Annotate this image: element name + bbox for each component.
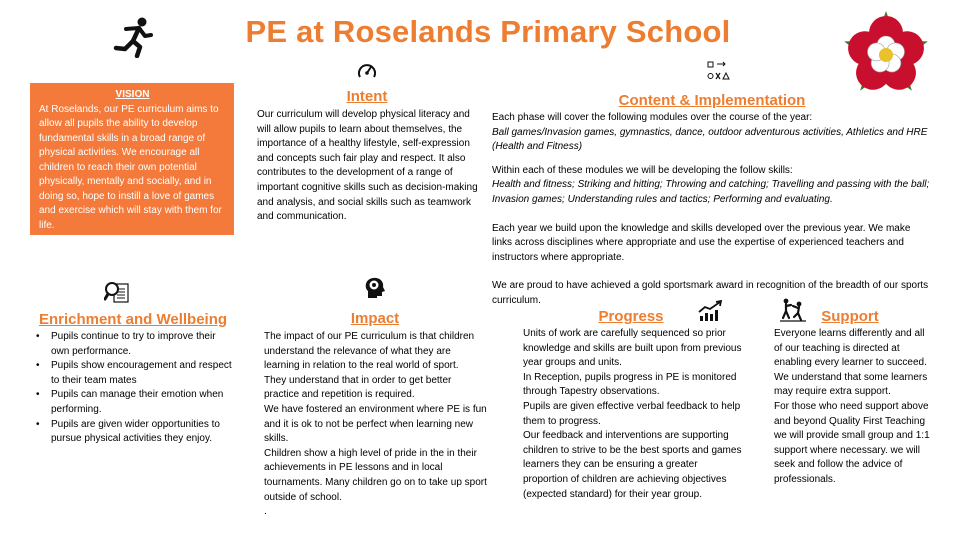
list-item: • Pupils are given wider opportunities to pursue physical activities they enjoy. xyxy=(47,418,235,447)
content-award: We are proud to have achieved a gold sportsmark award in recognition of the breadth of our sports curriculum. xyxy=(492,280,929,306)
impact-p2: They understand that in order to get better practice and repetition is required. xyxy=(264,374,452,401)
enrichment-list xyxy=(35,330,235,447)
intent-text: Our curriculum will develop physical literacy and will allow pupils to learn about themselves, the importance of a healthy lifestyle, self-expression and concepts such fair play and respect. It also contributes to the development of a range of important cognitive skills such as decision-making and analysis, and social skills such as teamwork and communication. xyxy=(257,109,478,223)
vision-heading: VISION xyxy=(115,89,150,100)
progress-p1: Units of work are carefully sequenced so prior knowledge and skills are built upon from previous year groups and units. xyxy=(523,328,742,369)
running-person-icon xyxy=(112,16,154,58)
gauge-icon xyxy=(357,62,377,80)
content-skills: Health and fitness; Striking and hitting; Throwing and catching; Travelling and passing with the ball; Invasion games; Understanding rules and tactics; Performing and evaluating. xyxy=(492,179,930,205)
vision-box xyxy=(30,83,234,235)
page-title: PE at Roselands Primary School xyxy=(245,14,731,49)
content-skills-intro: Within each of these modules we will be developing the follow skills: xyxy=(492,164,793,176)
list-item: • Pupils can manage their emotion when performing. xyxy=(47,388,235,417)
content-intro: Each phase will cover the following modules over the course of the year: xyxy=(492,112,813,123)
impact-p3: We have fostered an environment where PE is fun and it is ok to not be perfect when learning new skills. xyxy=(264,403,487,445)
support-heading: Support xyxy=(821,308,879,325)
head-brain-icon xyxy=(364,276,386,300)
support-p2: For those who need support above and beyond Quality First Teaching we will provide small group and 1:1 support where necessary. we will seek and follow the advice of professionals. xyxy=(774,400,930,485)
impact-p5: . xyxy=(264,506,267,518)
impact-section xyxy=(264,330,488,520)
helping-climb-icon xyxy=(780,298,806,322)
growth-chart-icon xyxy=(698,300,724,322)
list-item: • Pupils continue to try to improve their own performance. xyxy=(47,330,235,359)
progress-section xyxy=(523,327,745,502)
progress-p3: Pupils are given effective verbal feedback to help them to progress. xyxy=(523,400,741,427)
magnifier-document-icon xyxy=(104,280,130,304)
vision-text: At Roselands, our PE curriculum aims to allow all pupils the ability to develop fundamental skills in a broad range of physical activities. We encourage all children to reach their own potential physically, mentally and socially, and in doing so, hope to instill a love of games and exercise which will stay with them for life. xyxy=(39,103,222,231)
content-section xyxy=(492,111,932,309)
impact-p1: The impact of our PE curriculum is that children understand the relevance of what they are learning in relation to the real world of sport. xyxy=(264,331,475,372)
content-heading: Content & Implementation xyxy=(618,92,806,109)
intent-heading: Intent xyxy=(346,88,388,105)
progress-p4: Our feedback and interventions are supporting children to strive to be the best sports and games learners they can be ensuring a greater proportion of children are achieving objectives (expected standard) for their year group. xyxy=(523,430,742,500)
impact-p4: Children show a high level of pride in the in their achievements in PE lessons and in local tournaments. Many children go on to take up sport outside of school. xyxy=(264,447,487,503)
list-item: • Pupils show encouragement and respect to their team mates xyxy=(47,359,235,388)
support-p1: Everyone learns differently and all of our teaching is directed at enabling every learner to succeed. We understand that some learners may require extra support. xyxy=(774,328,928,398)
enrichment-heading: Enrichment and Wellbeing xyxy=(38,311,228,328)
progress-heading: Progress xyxy=(598,308,664,325)
impact-heading: Impact xyxy=(350,310,400,327)
content-build: Each year we build upon the knowledge and skills developed over the previous year. We make links across disciplines where appropriate and use the expertise of experienced teachers and instructors where appropriate. xyxy=(492,222,911,263)
tactics-board-icon xyxy=(707,60,731,82)
content-modules: Ball games/Invasion games, gymnastics, dance, outdoor adventurous activities, Athletics and HRE (Health and Fitness) xyxy=(492,126,928,153)
support-section xyxy=(774,327,934,488)
progress-p2: In Reception, pupils progress in PE is monitored through Tapestry observations. xyxy=(523,371,737,398)
tudor-rose-logo xyxy=(841,10,931,100)
